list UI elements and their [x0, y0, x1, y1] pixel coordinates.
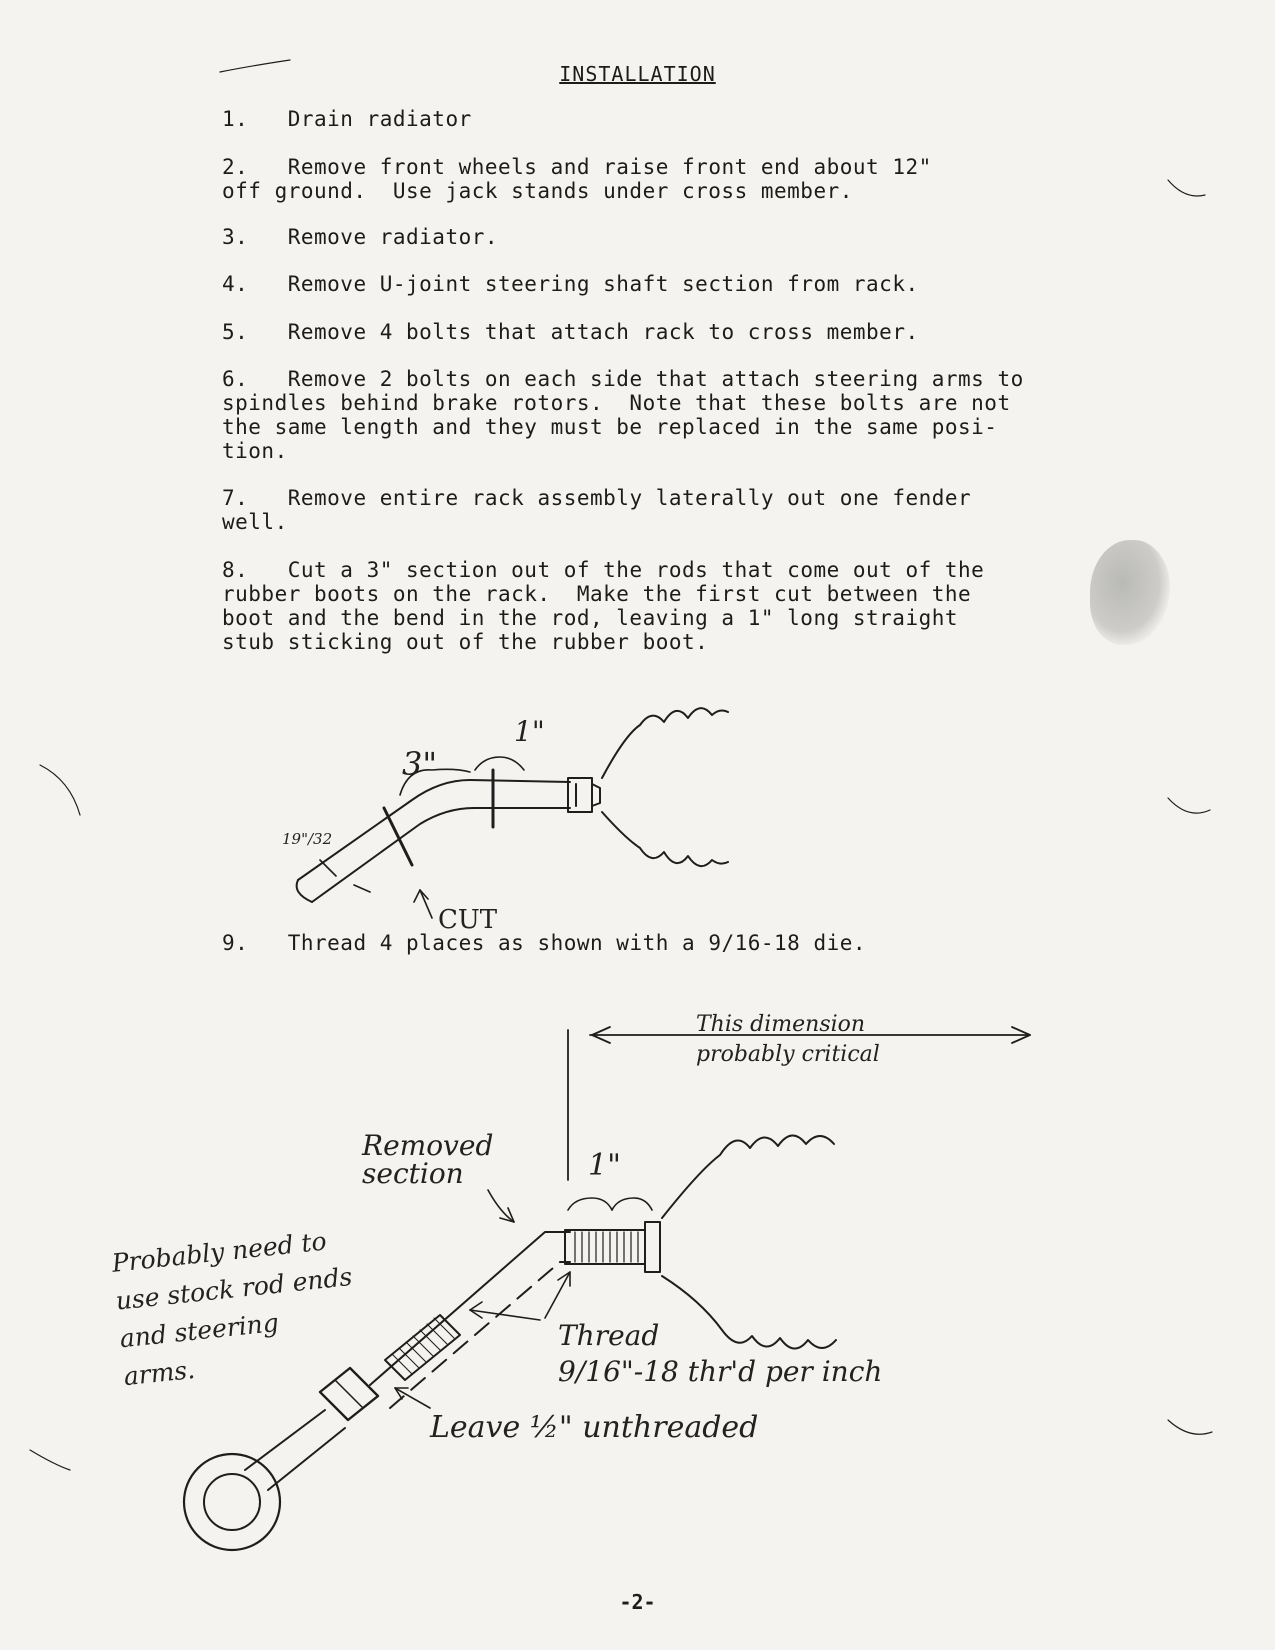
- label-leave-unthreaded: Leave ½" unthreaded: [430, 1410, 759, 1445]
- step-number: 2.: [222, 155, 249, 179]
- page-title: INSTALLATION: [559, 62, 716, 86]
- note-dimension-critical: This dimension probably critical: [696, 1012, 880, 1067]
- step-number: 1.: [222, 107, 249, 131]
- label-fraction: 19"/32: [282, 830, 333, 848]
- step-text: Remove U-joint steering shaft section from rack.: [287, 272, 919, 296]
- label-three-inch: 3": [402, 745, 438, 783]
- step-text: Remove entire rack assembly laterally out one fender well.: [222, 486, 972, 534]
- step-text: Remove radiator.: [287, 225, 499, 249]
- step-number: 7.: [222, 486, 249, 510]
- step-text: Remove 2 bolts on each side that attach steering arms to spindles behind brake rotors. Note that these bolts are not the same length and they must be replaced in the same posi- tion.: [222, 367, 1024, 463]
- step-text: Remove front wheels and raise front end about 12" off ground. Use jack stands under cross member.: [222, 155, 932, 203]
- label-one-inch: 1": [514, 715, 545, 748]
- step-text: Drain radiator: [287, 107, 472, 131]
- step-number: 6.: [222, 367, 249, 391]
- step-number: 3.: [222, 225, 249, 249]
- label-one-inch-stub: 1": [588, 1148, 621, 1183]
- note-probably-need: Probably need to use stock rod ends and steering arms.: [110, 1226, 354, 1392]
- step-number: 4.: [222, 272, 249, 296]
- rod-cut-diagram: [297, 708, 728, 918]
- label-thread-spec: Thread 9/16"-18 thr'd per inch: [558, 1319, 883, 1388]
- page-number: -2-: [619, 1590, 656, 1614]
- step-text: Cut a 3" section out of the rods that come out of the rubber boots on the rack. Make the first cut between the boot and the bend in the rod, leaving a 1" long straight stub sticking out of the rubber boot.: [222, 558, 985, 654]
- step-number: 8.: [222, 558, 249, 582]
- step-text: Remove 4 bolts that attach rack to cross member.: [287, 320, 919, 344]
- label-cut: CUT: [438, 905, 498, 935]
- step-text: Thread 4 places as shown with a 9/16-18 die.: [287, 931, 867, 955]
- thread-hatch: [575, 1232, 638, 1262]
- step-number: 5.: [222, 320, 249, 344]
- step-number: 9.: [222, 931, 249, 955]
- label-removed-section: Removed section: [362, 1129, 494, 1190]
